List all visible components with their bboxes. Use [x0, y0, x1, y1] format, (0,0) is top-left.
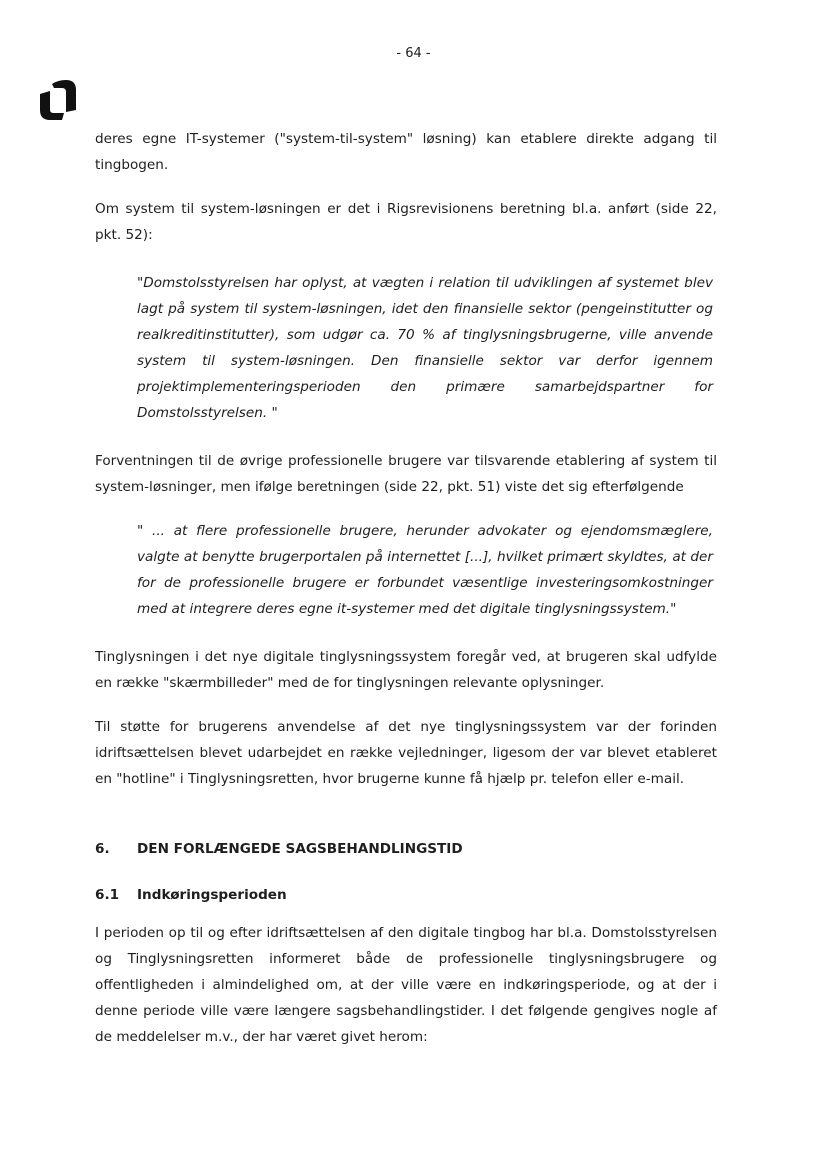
logo-icon	[36, 80, 78, 120]
paragraph-5: Til støtte for brugerens anvendelse af det nye tinglysningssystem var der forinden idriftsættelsen blevet udarbejdet en række vejledninger, ligesom der var blevet etableret en "hotline" i Tinglysningsretten, hvor brugerne kunne få hjælp pr. telefon eller e-mail.	[95, 719, 717, 787]
section-heading-6	[95, 836, 717, 862]
quote-1: "Domstolsstyrelsen har oplyst, at vægten i relation til udviklingen af systemet blev lagt på system til system-løsningen, idet den finansielle sektor (pengeinstitutter og realkreditinstitutter), som udgør ca. 70 % af tinglysningsbrugerne, ville anvende system til system-løsningen. Den finansielle sektor var derfor igennem projektimplementeringsperioden den primære samarbejdspartner for Domstolsstyrelsen. "	[137, 275, 713, 421]
quote-2: " ... at flere professionelle brugere, herunder advokater og ejendomsmæglere, valgte at benytte brugerportalen på internettet [...], hvilket primært skyldtes, at der for de professionelle brugere er forbundet væsentlige investeringsomkostninger med at integrere deres egne it-systemer med det digitale tinglysningssystem."	[137, 523, 713, 617]
paragraph-1: deres egne IT-systemer ("system-til-system" løsning) kan etablere direkte adgang til tingbogen.	[95, 131, 717, 173]
subsection-number: 6.1	[95, 887, 120, 903]
document-body	[95, 126, 717, 1050]
paragraph-4: Tinglysningen i det nye digitale tinglysningssystem foregår ved, at brugeren skal udfylde en række "skærmbilleder" med de for tinglysningen relevante oplysninger.	[95, 649, 717, 691]
subsection-title: Indkøringsperioden	[137, 887, 287, 903]
section-number: 6.	[95, 841, 110, 857]
paragraph-2: Om system til system-løsningen er det i Rigsrevisionens beretning bl.a. anført (side 22, pkt. 52):	[95, 201, 717, 243]
paragraph-3: Forventningen til de øvrige professionelle brugere var tilsvarende etablering af system til system-løsninger, men ifølge beretningen (side 22, pkt. 51) viste det sig efterfølgende	[95, 453, 717, 495]
section-heading-6-1	[95, 882, 717, 908]
paragraph-6: I perioden op til og efter idriftsættelsen af den digitale tingbog har bl.a. Domstolsstyrelsen og Tinglysningsretten informeret både de professionelle tinglysningsbrugere og offentligheden i almindelighed om, at der ville være en indkøringsperiode, og at der i denne periode ville være længere sagsbehandlingstider. I det følgende gengives nogle af de meddelelser m.v., der har været givet herom:	[95, 925, 717, 1045]
page-number: - 64 -	[396, 46, 431, 61]
section-title: DEN FORLÆNGEDE SAGSBEHANDLINGSTID	[137, 841, 463, 857]
